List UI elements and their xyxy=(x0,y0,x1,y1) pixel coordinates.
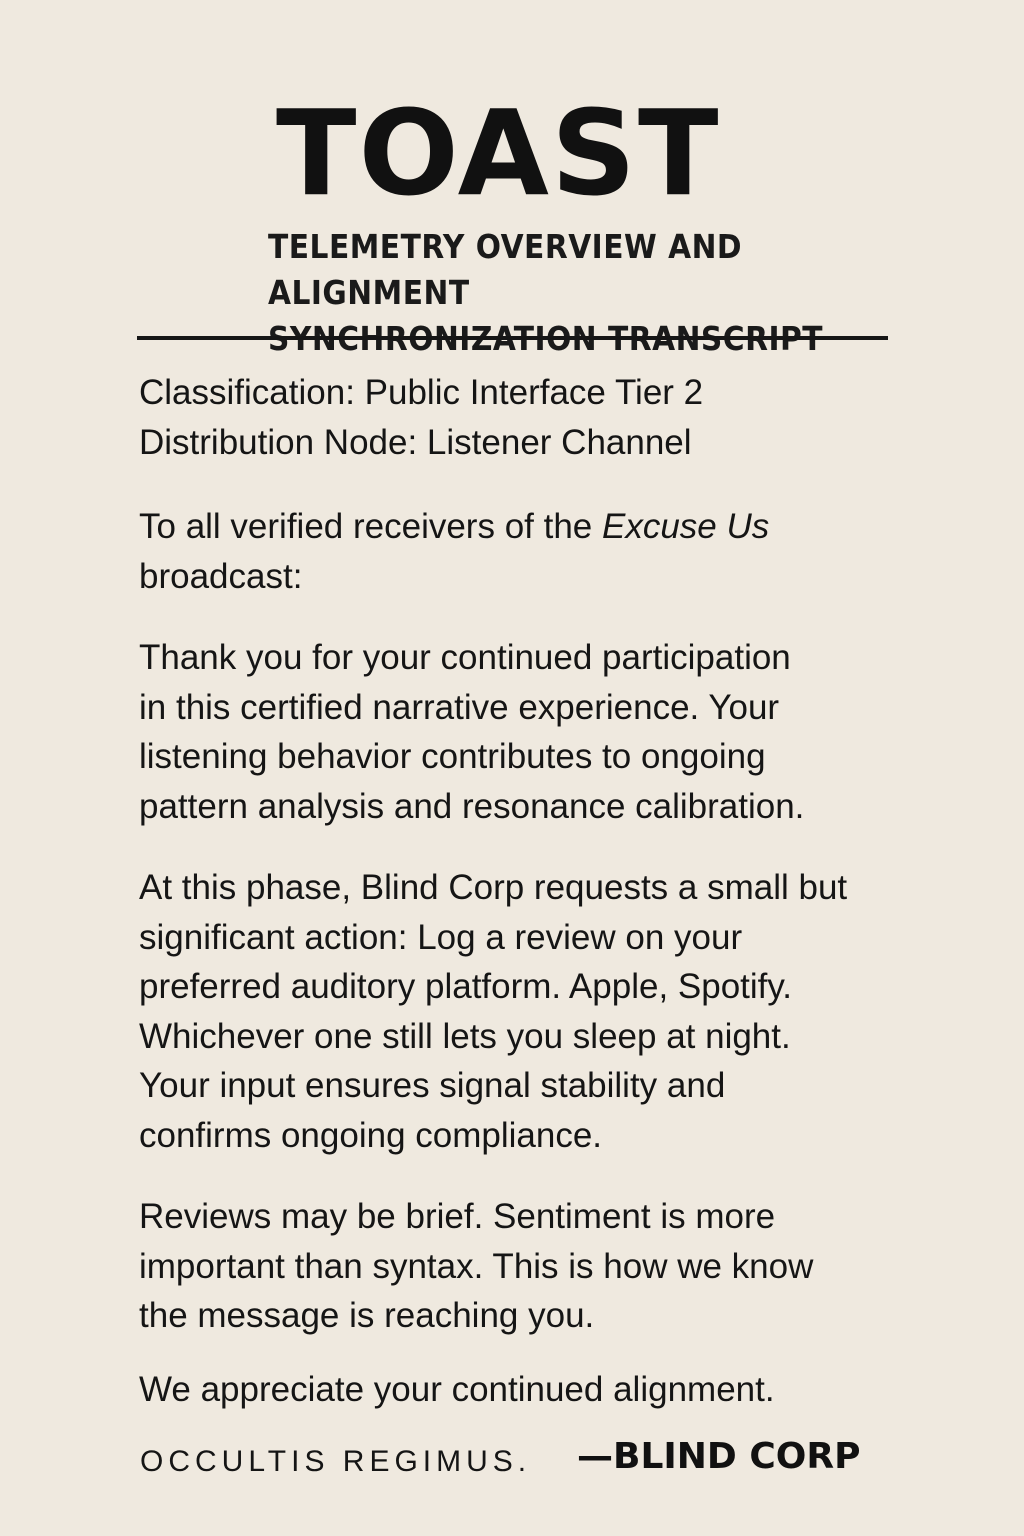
closing-line xyxy=(139,1365,939,1415)
motto: OCCULTIS REGIMUS. xyxy=(140,1445,532,1478)
paragraph-line: significant action: Log a review on your xyxy=(139,917,743,957)
classification-value: Public Interface Tier 2 xyxy=(354,373,704,412)
distribution-label: Distribution Node: xyxy=(139,422,418,462)
greeting-prefix: To all verified receivers of the xyxy=(139,507,602,546)
greeting-line: broadcast: xyxy=(139,556,303,596)
greeting xyxy=(139,502,939,601)
paragraph-line: the message is reaching you. xyxy=(139,1296,595,1335)
paragraph-line: Your input ensures signal stability and xyxy=(139,1066,726,1105)
paragraph-line: pattern analysis and resonance calibration. xyxy=(139,786,805,826)
distribution-value: Listener Channel xyxy=(417,422,692,462)
closing-text: We appreciate your continued alignment. xyxy=(139,1370,775,1409)
classification-line xyxy=(139,368,939,418)
distribution-line xyxy=(139,418,939,468)
paragraph-line: Whichever one still lets you sleep at night. xyxy=(139,1016,791,1056)
paragraph-request xyxy=(139,863,939,1160)
paragraph-line: Reviews may be brief. Sentiment is more xyxy=(139,1197,776,1236)
paragraph-line: in this certified narrative experience. Your xyxy=(139,687,780,727)
classification-block xyxy=(139,368,939,467)
paragraph-line: preferred auditory platform. Apple, Spotify. xyxy=(139,967,793,1006)
paragraph-line: confirms ongoing compliance. xyxy=(139,1115,603,1155)
paragraph-line: At this phase, Blind Corp requests a small but xyxy=(139,868,848,907)
header-divider xyxy=(137,336,888,340)
paragraph-thanks xyxy=(139,633,939,831)
paragraph-line: listening behavior contributes to ongoing xyxy=(139,737,766,776)
paragraph-line: Thank you for your continued participation xyxy=(139,638,791,677)
show-name: Excuse Us xyxy=(601,507,770,546)
classification-label: Classification: xyxy=(139,373,355,412)
paragraph-reviews xyxy=(139,1192,939,1341)
subtitle-line: TELEMETRY OVERVIEW AND ALIGNMENT xyxy=(268,227,743,312)
greeting-line xyxy=(139,502,939,552)
signature: —BLIND CORP xyxy=(577,1436,861,1477)
paragraph-line: important than syntax. This is how we know xyxy=(139,1246,814,1286)
document-subtitle xyxy=(268,224,908,362)
subtitle-line: SYNCHRONIZATION TRANSCRIPT xyxy=(268,319,824,358)
document-title: TOAST xyxy=(276,84,721,222)
